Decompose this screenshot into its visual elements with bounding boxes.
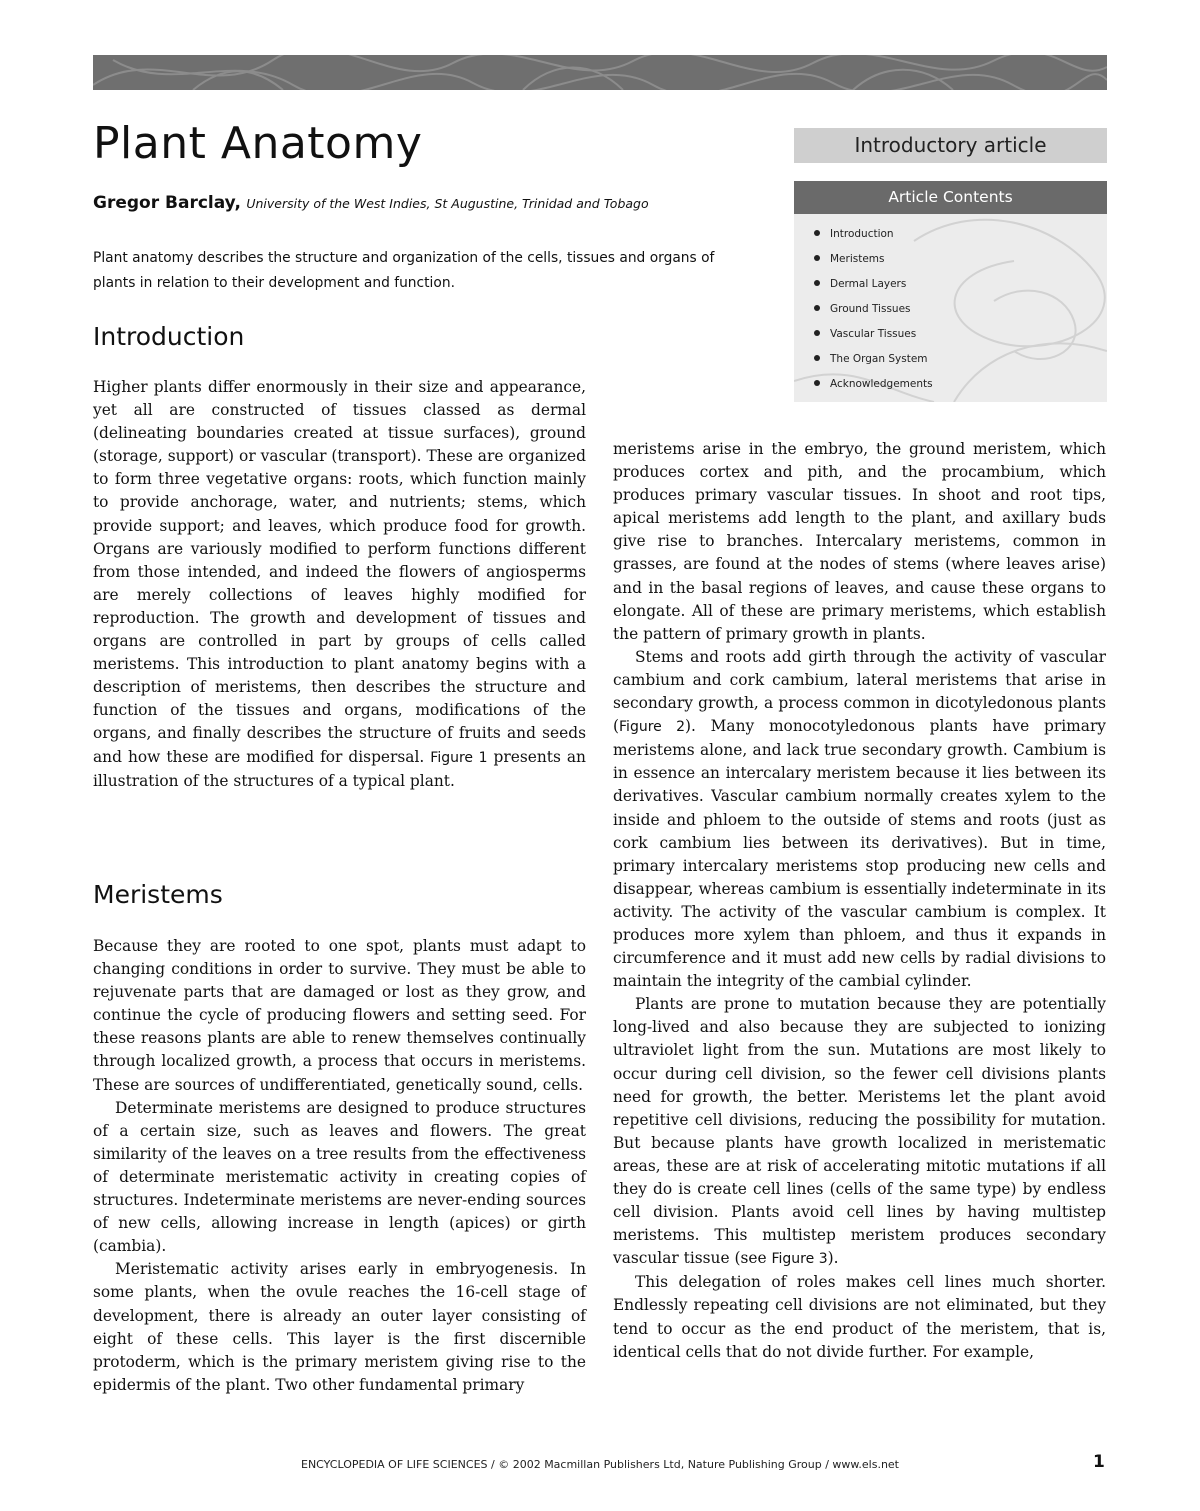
- paragraph: Stems and roots add girth through the activity of vascular cambium and cork cambium, lateral meristems that arise in secondary growth, a process common in dicotyledonous plants (Figure 2). Many monocotyledonous plants have primary meristems alone, and lack true secondary growth. Cambium is in essence an intercalary meristem because it lies between its derivatives. Vascular cambium normally creates xylem to the inside and phloem to the outside of stems and roots (just as cork cambium lies between its derivatives). But in time, primary intercalary meristems stop producing new cells and disappear, whereas cambium is essentially indeterminate in its activity. The activity of the vascular cambium is complex. It produces more xylem than phloem, and thus it expands in circumference and it must add new cells by radial divisions to maintain the integrity of the cambial cylinder.: [613, 647, 1106, 991]
- contents-list: [794, 222, 933, 397]
- meristems-body-col2: [613, 438, 1106, 1364]
- figure-reference[interactable]: Figure 1: [430, 749, 488, 766]
- paragraph: Higher plants differ enormously in their size and appearance, yet all are constructed of tissues classed as dermal (delineating boundaries created at tissue surfaces), ground (storage, support) or vascular (transport). These are organized to form three vegetative organs: roots, which function mainly to provide anchorage, water, and nutrients; stems, which provide support; and leaves, which produce food for growth. Organs are variously modified to perform functions different from those intended, and indeed the flowers of angiosperms are merely collections of leaves highly modified for reproduction. The growth and development of tissues and organs are controlled in part by groups of cells called meristems. This introduction to plant anatomy begins with a description of meristems, then describes the structure and function of the tissues and organs, modifications of the organs, and finally describes the structure of fruits and seeds and how these are modified for dispersal. Figure 1 presents an illustration of the structures of a typical plant.: [93, 378, 586, 790]
- bullet-icon: [814, 355, 820, 361]
- author-affiliation: University of the West Indies, St Augustine, Trinidad and Tobago: [246, 196, 649, 211]
- bullet-icon: [814, 305, 820, 311]
- contents-item[interactable]: The Organ System: [794, 347, 933, 372]
- figure-reference[interactable]: Figure 3: [771, 1251, 828, 1268]
- bullet-icon: [814, 255, 820, 261]
- contents-item[interactable]: Dermal Layers: [794, 272, 933, 297]
- contents-header: Article Contents: [794, 181, 1107, 214]
- bullet-icon: [814, 380, 820, 386]
- paragraph: Plants are prone to mutation because they are potentially long-lived and also because they are subjected to ionizing ultraviolet light from the sun. Mutations are most likely to occur during cell division, so the fewer cell divisions plants need for growth, the better. Meristems let the plant avoid repetitive cell divisions, reducing the possibility for mutation. But because plants have growth localized in meristematic areas, these are at risk of accelerating mitotic mutations if all they do is create cell lines (cells of the same type) by endless cell division. Plants avoid cell lines by having multistep meristems. This multistep meristem produces secondary vascular tissue (see Figure 3).: [613, 995, 1106, 1268]
- section-heading-introduction: Introduction: [93, 322, 245, 351]
- paragraph: meristems arise in the embryo, the ground meristem, which produces cortex and pith, and the procambium, which produces primary vascular tissues. In shoot and root tips, apical meristems add length to the plant, and axillary buds give rise to branches. Intercalary meristems, common in grasses, are found at the nodes of stems (where leaves arise) and in the basal regions of leaves, and cause these organs to elongate. All of these are primary meristems, which establish the pattern of primary growth in plants.: [613, 440, 1106, 643]
- contents-item[interactable]: Vascular Tissues: [794, 322, 933, 347]
- header-banner: [93, 55, 1107, 90]
- paragraph: This delegation of roles makes cell lines much shorter. Endlessly repeating cell divisions are not eliminated, but they tend to occur as the end product of the meristem, that is, identical cells that do not divide further. For example,: [613, 1273, 1106, 1361]
- meristems-body-col1: [93, 935, 586, 1397]
- author-line: [93, 193, 649, 213]
- article-contents-box: [794, 181, 1107, 402]
- paragraph: Determinate meristems are designed to produce structures of a certain size, such as leaves and flowers. The great similarity of the leaves on a tree results from the effectiveness of determinate meristematic activity in creating copies of structures. Indeterminate meristems are never-ending sources of new cells, allowing increase in length (apices) or girth (cambia).: [93, 1098, 586, 1256]
- contents-item[interactable]: Introduction: [794, 222, 933, 247]
- article-title: Plant Anatomy: [93, 118, 423, 169]
- contents-item[interactable]: Meristems: [794, 247, 933, 272]
- bullet-icon: [814, 280, 820, 286]
- paragraph: Meristematic activity arises early in embryogenesis. In some plants, when the ovule reaches the 16-cell stage of development, there is already an outer layer consisting of eight of these cells. This layer is the first discernible protoderm, which is the primary meristem giving rise to the epidermis of the plant. Two other fundamental primary: [93, 1260, 586, 1394]
- bullet-icon: [814, 230, 820, 236]
- section-heading-meristems: Meristems: [93, 880, 223, 909]
- figure-reference[interactable]: Figure 2: [619, 719, 685, 736]
- paragraph: Because they are rooted to one spot, plants must adapt to changing conditions in order to survive. They must be able to rejuvenate parts that are damaged or lost as they grow, and continue the cycle of producing flowers and setting seed. For these reasons plants are able to renew themselves continually through localized growth, a process that occurs in meristems. These are sources of undifferentiated, genetically sound, cells.: [93, 937, 586, 1094]
- abstract: Plant anatomy describes the structure and organization of the cells, tissues and organs of plants in relation to their development and function.: [93, 250, 715, 291]
- article-type-label: Introductory article: [794, 128, 1107, 163]
- contents-item[interactable]: Ground Tissues: [794, 297, 933, 322]
- contents-item[interactable]: Acknowledgements: [794, 372, 933, 397]
- introduction-body: [93, 376, 586, 793]
- banner-swirl-pattern: [93, 55, 1107, 90]
- author-name: Gregor Barclay,: [93, 193, 241, 213]
- page-number: 1: [1093, 1452, 1105, 1472]
- bullet-icon: [814, 330, 820, 336]
- page-footer: ENCYCLOPEDIA OF LIFE SCIENCES / © 2002 Macmillan Publishers Ltd, Nature Publishing Group / www.els.net: [301, 1458, 899, 1471]
